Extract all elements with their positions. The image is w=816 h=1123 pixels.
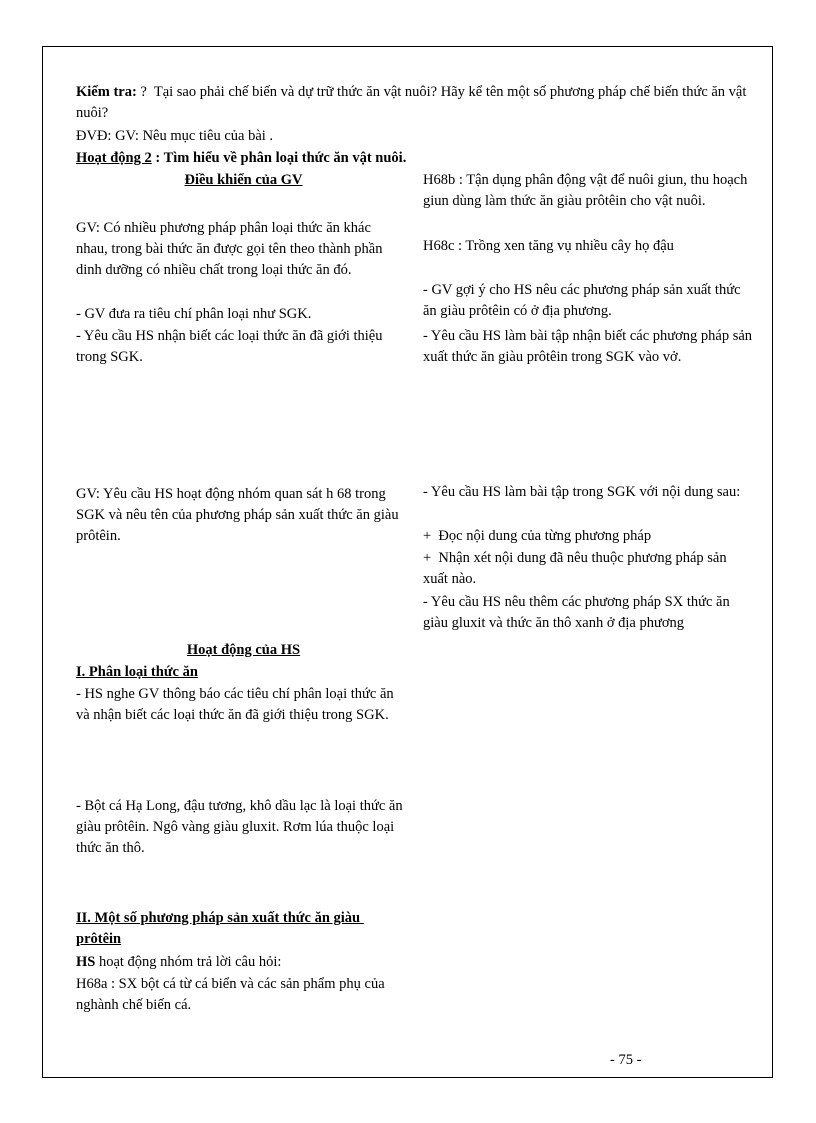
page-number: - 75 -	[610, 1052, 642, 1068]
gv-paragraph: - Yêu cầu HS làm bài tập trong SGK với nội dung sau:	[423, 484, 741, 500]
hs-paragraph: - Bột cá Hạ Long, đậu tương, khô dầu lạc là loại thức ăn giàu prôtêin. Ngô vàng giàu gluxit. Rơm lúa thuộc loại thức ăn thô.	[76, 798, 407, 856]
gv-paragraph: GV: Có nhiều phương pháp phân loại thức ăn khác nhau, trong bài thức ăn được gọi tên theo thành phần dinh dưỡng có nhiều chất trong loại thức ăn đó.	[76, 220, 387, 278]
gv-paragraph: - Yêu cầu HS nêu thêm các phương pháp SX thức ăn giàu gluxit và thức ăn thô xanh ở địa phương	[423, 594, 734, 631]
dvd-line: ĐVĐ: GV: Nêu mục tiêu của bài .	[76, 128, 274, 144]
hs-text: hoạt động nhóm trả lời câu hỏi:	[95, 954, 282, 970]
gv-paragraph: H68b : Tận dụng phân động vật để nuôi giun, thu hoạch giun dùng làm thức ăn giàu prôtêin cho vật nuôi.	[423, 172, 751, 209]
hs-label: HS	[76, 954, 96, 970]
gv-paragraph: - Yêu cầu HS làm bài tập nhận biết các phương pháp sản xuất thức ăn giàu prôtêin trong SGK vào vở.	[423, 328, 756, 365]
check-question	[76, 82, 756, 124]
activity-label: Hoạt động 2	[76, 150, 152, 166]
gv-heading: Điều khiển của GV	[184, 172, 303, 188]
check-label: Kiểm tra:	[76, 84, 137, 100]
section-title: I. Phân loại thức ăn	[76, 664, 198, 680]
activity-title-text: : Tìm hiểu về phân loại thức ăn vật nuôi.	[151, 150, 407, 166]
activity-title	[76, 148, 756, 169]
hs-heading: Hoạt động của HS	[186, 642, 301, 658]
gv-paragraph: + Đọc nội dung của từng phương pháp	[423, 528, 652, 544]
gv-paragraph: GV: Yêu cầu HS hoạt động nhóm quan sát h 68 trong SGK và nêu tên của phương pháp sản xuất thức ăn giàu prôtêin.	[76, 486, 403, 544]
gv-paragraph: - GV đưa ra tiêu chí phân loại như SGK.	[76, 306, 312, 322]
section-title: II. Một số phương pháp sản xuất thức ăn giàu prôtêin	[76, 910, 364, 947]
gv-paragraph: + Nhận xét nội dung đã nêu thuộc phương pháp sản xuất nào.	[423, 550, 731, 587]
gv-paragraph: - GV gợi ý cho HS nêu các phương pháp sản xuất thức ăn giàu prôtêin có ở địa phương.	[423, 282, 745, 319]
hs-paragraph	[76, 952, 406, 973]
gv-paragraph: - Yêu cầu HS nhận biết các loại thức ăn đã giới thiệu trong SGK.	[76, 328, 387, 365]
hs-paragraph: - HS nghe GV thông báo các tiêu chí phân loại thức ăn và nhận biết các loại thức ăn đã giới thiệu trong SGK.	[76, 686, 398, 723]
check-text: ? Tại sao phải chế biến và dự trữ thức ăn vật nuôi? Hãy kể tên một số phương pháp chế biến thức ăn vật nuôi?	[76, 84, 751, 121]
hs-paragraph: H68a : SX bột cá từ cá biển và các sản phẩm phụ của nghành chế biến cá.	[76, 976, 389, 1013]
gv-paragraph: H68c : Trồng xen tăng vụ nhiều cây họ đậu	[423, 238, 674, 254]
